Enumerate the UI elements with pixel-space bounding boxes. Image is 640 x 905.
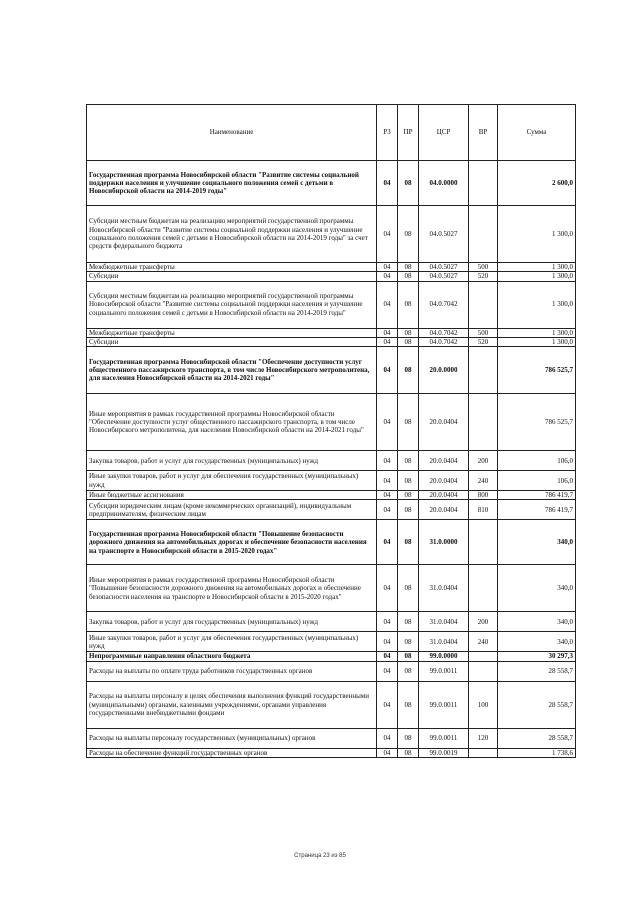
cell-rz: 04 — [377, 263, 398, 272]
cell-csr: 31.0.0404 — [419, 565, 469, 612]
cell-name: Субсидии юридическим лицам (кроме некоммерческих организаций), индивидуальным предпринимателям, физическим лицам — [87, 500, 377, 520]
cell-sum: 786 419,7 — [498, 500, 576, 520]
cell-pr: 08 — [398, 728, 419, 748]
cell-name: Расходы на выплаты по оплате труда работников государственных органов — [87, 661, 377, 681]
table-row — [87, 520, 576, 565]
cell-rz: 04 — [377, 681, 398, 728]
cell-rz: 04 — [377, 661, 398, 681]
cell-sum: 340,0 — [498, 565, 576, 612]
cell-vr — [469, 281, 498, 328]
cell-pr: 08 — [398, 337, 419, 346]
cell-pr: 08 — [398, 263, 419, 272]
cell-pr: 08 — [398, 471, 419, 491]
cell-name: Иные мероприятия в рамках государственной программы Новосибирской области "Обеспечение доступности услуг общественного пассажирского транспорта, в том числе Новосибирского метрополитена, для населения Новосибирской области на 2014-2021 годы" — [87, 394, 377, 451]
cell-rz: 04 — [377, 451, 398, 471]
table-row — [87, 328, 576, 337]
table-row — [87, 565, 576, 612]
table-row — [87, 263, 576, 272]
cell-rz: 04 — [377, 281, 398, 328]
cell-name: Расходы на выплаты персоналу в целях обеспечения выполнения функций государственными (муниципальными) органами, казенными учреждениями, органами управления государственными внебюджетными фондами — [87, 681, 377, 728]
cell-sum: 340,0 — [498, 632, 576, 652]
page-number: Страница 23 из 85 — [294, 853, 346, 859]
cell-rz: 04 — [377, 612, 398, 632]
cell-name: Субсидии — [87, 337, 377, 346]
cell-name: Закупка товаров, работ и услуг для государственных (муниципальных) нужд — [87, 451, 377, 471]
table-row — [87, 451, 576, 471]
cell-rz: 04 — [377, 520, 398, 565]
cell-name: Субсидии местным бюджетам на реализацию мероприятий государственной программы Новосибирской области "Развитие системы социальной поддержки населения и улучшение социального положения семей с детьми в Новосибирской области на 2014-2019 годы" — [87, 281, 377, 328]
cell-pr: 08 — [398, 661, 419, 681]
cell-name: Закупка товаров, работ и услуг для государственных (муниципальных) нужд — [87, 612, 377, 632]
cell-vr — [469, 565, 498, 612]
table-row — [87, 652, 576, 661]
cell-csr: 20.0.0404 — [419, 491, 469, 500]
cell-rz: 04 — [377, 652, 398, 661]
cell-rz: 04 — [377, 632, 398, 652]
cell-sum: 106,0 — [498, 451, 576, 471]
cell-rz: 04 — [377, 272, 398, 281]
table-row — [87, 632, 576, 652]
cell-csr: 20.0.0000 — [419, 347, 469, 394]
header-sum: Сумма — [498, 105, 576, 161]
cell-vr: 100 — [469, 681, 498, 728]
cell-csr: 04.0.7042 — [419, 337, 469, 346]
cell-sum: 340,0 — [498, 612, 576, 632]
table-row — [87, 748, 576, 757]
cell-csr: 04.0.7042 — [419, 281, 469, 328]
cell-vr — [469, 206, 498, 263]
cell-name: Государственная программа Новосибирской области "Повышение безопасности дорожного движения на автомобильных дорогах и обеспечение безопасности населения на транспорте в Новосибирской области в 2015-2020 годах" — [87, 520, 377, 565]
cell-vr: 200 — [469, 451, 498, 471]
cell-pr: 08 — [398, 500, 419, 520]
cell-sum: 1 300,0 — [498, 281, 576, 328]
cell-vr: 810 — [469, 500, 498, 520]
table-row — [87, 500, 576, 520]
cell-csr: 04.0.5027 — [419, 263, 469, 272]
cell-csr: 99.0.0019 — [419, 748, 469, 757]
cell-pr: 08 — [398, 520, 419, 565]
cell-sum: 106,0 — [498, 471, 576, 491]
cell-vr — [469, 661, 498, 681]
cell-vr: 500 — [469, 328, 498, 337]
cell-rz: 04 — [377, 728, 398, 748]
table-row — [87, 661, 576, 681]
cell-pr: 08 — [398, 394, 419, 451]
cell-pr: 08 — [398, 748, 419, 757]
header-csr: ЦСР — [419, 105, 469, 161]
cell-pr: 08 — [398, 206, 419, 263]
cell-rz: 04 — [377, 748, 398, 757]
cell-csr: 04.0.5027 — [419, 272, 469, 281]
cell-name: Межбюджетные трансферты — [87, 328, 377, 337]
table-row — [87, 337, 576, 346]
table-row — [87, 491, 576, 500]
cell-name: Расходы на выплаты персоналу государственных (муниципальных) органов — [87, 728, 377, 748]
cell-sum: 28 558,7 — [498, 728, 576, 748]
cell-name: Субсидии — [87, 272, 377, 281]
cell-pr: 08 — [398, 491, 419, 500]
cell-pr: 08 — [398, 632, 419, 652]
cell-name: Иные закупки товаров, работ и услуг для обеспечения государственных (муниципальных) нужд — [87, 471, 377, 491]
cell-vr: 520 — [469, 272, 498, 281]
cell-csr: 20.0.0404 — [419, 500, 469, 520]
cell-name: Межбюджетные трансферты — [87, 263, 377, 272]
cell-sum: 1 300,0 — [498, 263, 576, 272]
table-row — [87, 347, 576, 394]
cell-name: Иные закупки товаров, работ и услуг для обеспечения государственных (муниципальных) нужд — [87, 632, 377, 652]
cell-csr: 20.0.0404 — [419, 394, 469, 451]
table-header-row — [87, 105, 576, 161]
cell-pr: 08 — [398, 281, 419, 328]
cell-vr — [469, 161, 498, 206]
cell-rz: 04 — [377, 471, 398, 491]
cell-vr — [469, 748, 498, 757]
cell-pr: 08 — [398, 612, 419, 632]
table-body — [87, 161, 576, 758]
cell-rz: 04 — [377, 347, 398, 394]
table-row — [87, 681, 576, 728]
cell-vr: 520 — [469, 337, 498, 346]
cell-rz: 04 — [377, 565, 398, 612]
cell-pr: 08 — [398, 652, 419, 661]
cell-vr: 800 — [469, 491, 498, 500]
header-vr: ВР — [469, 105, 498, 161]
cell-pr: 08 — [398, 565, 419, 612]
cell-name: Иные бюджетные ассигнования — [87, 491, 377, 500]
cell-vr: 200 — [469, 612, 498, 632]
cell-name: Расходы на обеспечение функций государственных органов — [87, 748, 377, 757]
cell-pr: 08 — [398, 272, 419, 281]
cell-vr: 500 — [469, 263, 498, 272]
cell-csr: 04.0.0000 — [419, 161, 469, 206]
cell-sum: 28 558,7 — [498, 661, 576, 681]
cell-sum: 786 525,7 — [498, 394, 576, 451]
cell-sum: 2 600,0 — [498, 161, 576, 206]
cell-sum: 340,0 — [498, 520, 576, 565]
cell-name: Государственная программа Новосибирской области "Развитие системы социальной поддержки населения и улучшение социального положения семей с детьми в Новосибирской области на 2014-2019 годы" — [87, 161, 377, 206]
cell-csr: 99.0.0011 — [419, 728, 469, 748]
cell-csr: 99.0.0011 — [419, 661, 469, 681]
cell-rz: 04 — [377, 161, 398, 206]
cell-sum: 1 738,6 — [498, 748, 576, 757]
cell-rz: 04 — [377, 491, 398, 500]
header-pr: ПР — [398, 105, 419, 161]
cell-csr: 31.0.0404 — [419, 632, 469, 652]
cell-rz: 04 — [377, 337, 398, 346]
table-row — [87, 728, 576, 748]
cell-vr — [469, 394, 498, 451]
cell-sum: 1 300,0 — [498, 337, 576, 346]
table-row — [87, 394, 576, 451]
cell-csr: 04.0.5027 — [419, 206, 469, 263]
table-row — [87, 471, 576, 491]
cell-rz: 04 — [377, 206, 398, 263]
cell-pr: 08 — [398, 347, 419, 394]
cell-vr — [469, 347, 498, 394]
cell-sum: 28 558,7 — [498, 681, 576, 728]
cell-pr: 08 — [398, 681, 419, 728]
cell-csr: 04.0.7042 — [419, 328, 469, 337]
cell-sum: 1 300,0 — [498, 272, 576, 281]
header-rz: РЗ — [377, 105, 398, 161]
cell-rz: 04 — [377, 394, 398, 451]
cell-vr: 120 — [469, 728, 498, 748]
cell-vr — [469, 520, 498, 565]
cell-csr: 31.0.0404 — [419, 612, 469, 632]
cell-sum: 30 297,3 — [498, 652, 576, 661]
cell-name: Иные мероприятия в рамках государственной программы Новосибирской области "Повышение безопасности дорожного движения на автомобильных дорогах и обеспечение безопасности населения на транспорте в Новосибирской области в 2015-2020 годах" — [87, 565, 377, 612]
cell-pr: 08 — [398, 451, 419, 471]
cell-csr: 20.0.0404 — [419, 451, 469, 471]
cell-vr — [469, 652, 498, 661]
cell-csr: 20.0.0404 — [419, 471, 469, 491]
cell-csr: 31.0.0000 — [419, 520, 469, 565]
table-row — [87, 281, 576, 328]
cell-vr: 240 — [469, 471, 498, 491]
cell-name: Непрограммные направления областного бюджета — [87, 652, 377, 661]
table-row — [87, 161, 576, 206]
cell-name: Государственная программа Новосибирской области "Обеспечение доступности услуг общественного пассажирского транспорта, в том числе Новосибирского метрополитена, для населения Новосибирской области на 2014-2021 годы" — [87, 347, 377, 394]
cell-sum: 1 300,0 — [498, 206, 576, 263]
cell-sum: 786 525,7 — [498, 347, 576, 394]
budget-table — [86, 104, 576, 758]
cell-sum: 786 419,7 — [498, 491, 576, 500]
cell-pr: 08 — [398, 328, 419, 337]
cell-pr: 08 — [398, 161, 419, 206]
cell-csr: 99.0.0011 — [419, 681, 469, 728]
cell-vr: 240 — [469, 632, 498, 652]
table-row — [87, 206, 576, 263]
table-row — [87, 612, 576, 632]
header-name: Наименование — [87, 105, 377, 161]
table-row — [87, 272, 576, 281]
cell-rz: 04 — [377, 500, 398, 520]
cell-rz: 04 — [377, 328, 398, 337]
cell-csr: 99.0.0000 — [419, 652, 469, 661]
cell-sum: 1 300,0 — [498, 328, 576, 337]
cell-name: Субсидии местным бюджетам на реализацию мероприятий государственной программы Новосибирской области "Развитие системы социальной поддержки населения и улучшение социального положения семей с детьми в Новосибирской области на 2014-2019 годы" за счет средств федерального бюджета — [87, 206, 377, 263]
